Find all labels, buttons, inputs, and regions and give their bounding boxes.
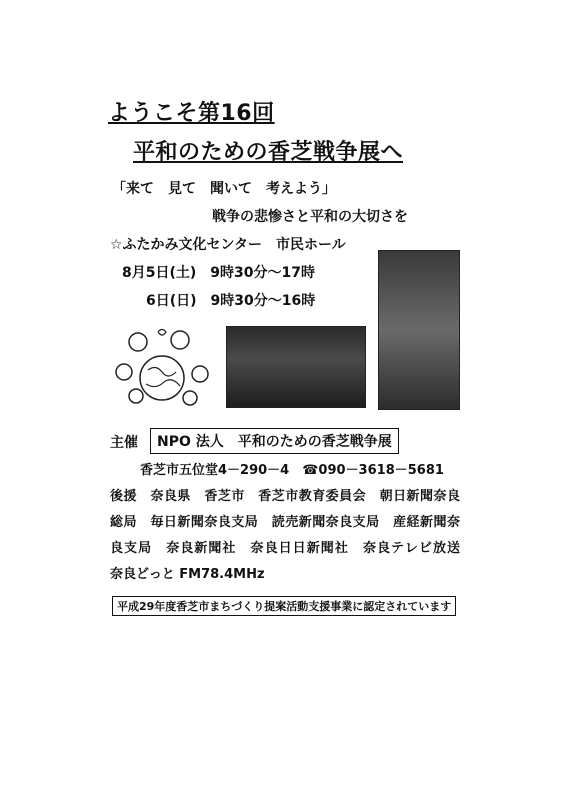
organizer-label: 主催: [110, 435, 138, 451]
doll-photo: [378, 250, 460, 410]
certification-notice: 平成29年度香芝市まちづくり提案活動支援事業に認定されています: [112, 596, 456, 616]
title-line-1: ようこそ第16回: [108, 101, 275, 126]
slogan: 「来て 見て 聞いて 考えよう」: [112, 181, 336, 197]
group-photo: [226, 326, 366, 408]
date-day-2: 6日(日) 9時30分～16時: [146, 293, 316, 309]
date-day-1: 8月5日(土) 9時30分～17時: [122, 265, 315, 281]
organizer-name: NPO 法人 平和のための香芝戦争展: [150, 428, 399, 454]
organizer-address: 香芝市五位堂4－290－4 ☎090－3618－5681: [140, 463, 444, 478]
people-globe-illustration: [108, 320, 216, 412]
subtitle: 戦争の悲惨さと平和の大切さを: [212, 209, 408, 225]
title-line-2: 平和のための香芝戦争展へ: [133, 140, 404, 165]
venue: ☆ふたかみ文化センター 市民ホール: [110, 237, 346, 253]
sponsors-list: 後援 奈良県 香芝市 香芝市教育委員会 朝日新聞奈良総局 毎日新聞奈良支局 読売新聞奈良支局 産経新聞奈良支局 奈良新聞社 奈良日日新聞社 奈良テレビ放送 奈良どっと FM78.4MHz: [110, 489, 474, 582]
